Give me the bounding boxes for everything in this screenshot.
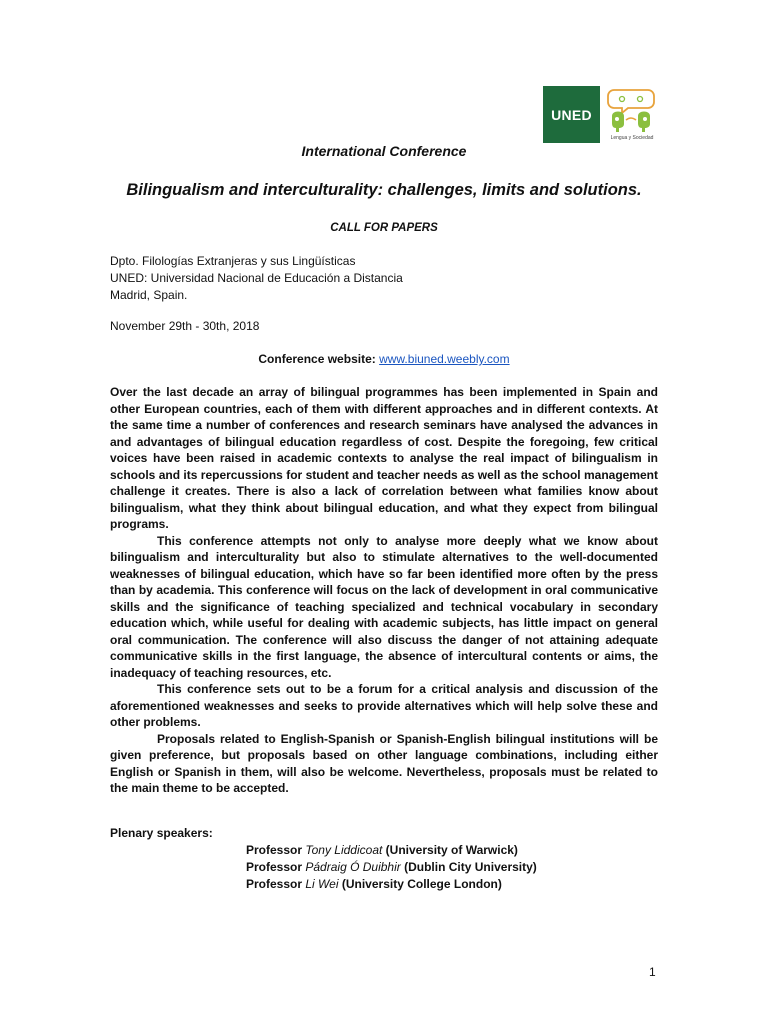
header-logos: [543, 86, 660, 143]
conference-label: International Conference: [301, 143, 467, 159]
paragraph-aims: This conference attempts not only to analyse more deeply what we know about bilingualism and interculturality but also to stimulate alternatives to the well-documented weaknesses of bilingual education, which have so far been identified more often by the press than by academia. This conference will focus on the lack of development in oral communicative skills and the significance of teaching specialized and technical vocabulary in secondary education which, while useful for dealing with academic subjects, has little impact on general oral communication. The conference will also discuss the danger of not attaining adequate communicative skills in the first language, the absence of intercultural contents or aims, the inadequacy of teaching resources, etc.: [110, 533, 658, 680]
speaker-name: Tony Liddicoat: [305, 843, 383, 857]
speaker-affiliation: (Dublin City University): [404, 860, 537, 874]
conference-description: [110, 384, 658, 797]
paragraph-proposals: Proposals related to English-Spanish or Spanish-English bilingual institutions will be given preference, but proposals based on other language combinations, including either English or Spanish in them, will also be welcome. Nevertheless, proposals must be related to the main theme to be accepted.: [110, 731, 658, 795]
address-line-city: Madrid, Spain.: [110, 288, 188, 302]
plenary-speakers-label: Plenary speakers:: [110, 826, 213, 840]
conference-title: Bilingualism and interculturality: challenges, limits and solutions.: [126, 181, 642, 199]
lengua-sociedad-caption: Lengua y Sociedad: [610, 135, 654, 141]
speaker-name: Pádraig Ó Duibhir: [305, 860, 401, 874]
speaker-affiliation: (University College London): [341, 877, 502, 891]
uned-logo: [543, 86, 600, 143]
plenary-speakers-list: [246, 842, 537, 893]
call-for-papers-heading: CALL FOR PAPERS: [330, 222, 438, 234]
address-line-university: UNED: Universidad Nacional de Educación a Distancia: [110, 271, 403, 285]
speaker-item: Professor Pádraig Ó Duibhir (Dublin City University): [246, 860, 537, 874]
organizer-address: [110, 253, 403, 304]
lengua-sociedad-logo: [604, 86, 660, 143]
paragraph-forum: This conference sets out to be a forum for a critical analysis and discussion of the aforementioned weaknesses and seeks to provide alternatives which will help solve these and other problems.: [110, 682, 658, 729]
speaker-affiliation: (University of Warwick): [385, 843, 518, 857]
speaker-item: Professor Tony Liddicoat (University of Warwick): [246, 843, 518, 857]
uned-logo-text: UNED: [551, 106, 592, 123]
speaker-name: Li Wei: [305, 877, 339, 891]
website-link[interactable]: www.biuned.weebly.com: [379, 352, 510, 366]
conference-website: [0, 352, 768, 366]
website-label: Conference website:: [258, 352, 376, 366]
conference-date: November 29th - 30th, 2018: [110, 319, 260, 333]
paragraph-intro: Over the last decade an array of bilingual programmes has been implemented in Spain and other European countries, each of them with different approaches and in different contexts. At the same time a number of conferences and research seminars have analysed the advances in and advantages of bilingual education regardless of cost. Despite the foregoing, few critical voices have been raised in academic contexts to analyse the real impact of bilingualism in schools and its repercussions for student and teacher needs as well as the school management challenge it creates. There is also a lack of correlation between what families know about bilingualism, what they think about bilingual education, and what they expect from bilingual programs.: [110, 385, 658, 531]
address-line-department: Dpto. Filologías Extranjeras y sus Lingüísticas: [110, 254, 356, 268]
speaker-item: Professor Li Wei (University College London): [246, 877, 502, 891]
page-number: 1: [649, 965, 656, 979]
